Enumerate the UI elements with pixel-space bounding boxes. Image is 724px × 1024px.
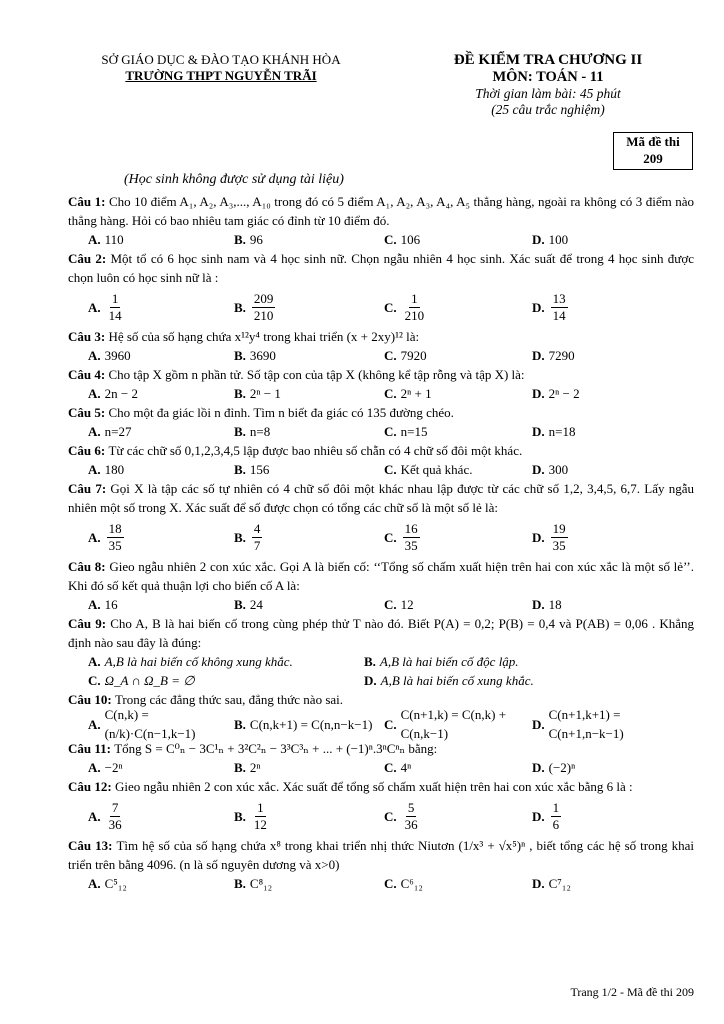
question-3 bbox=[68, 327, 694, 365]
answer-option[interactable] bbox=[68, 384, 234, 403]
option-letter: C. bbox=[384, 424, 397, 439]
option-text: 3690 bbox=[249, 348, 276, 363]
question-body: Tổng S = C⁰ₙ − 3C¹ₙ + 3²C²ₙ − 3³C³ₙ + ... + (−1)ⁿ.3ⁿCⁿₙ bằng: bbox=[114, 741, 438, 756]
answer-option[interactable] bbox=[364, 671, 660, 690]
option-text: A,B là hai biến cố không xung khắc. bbox=[104, 654, 293, 669]
numerator: 1 bbox=[552, 799, 560, 815]
option-letter: A. bbox=[88, 386, 101, 401]
question-text bbox=[68, 777, 694, 796]
option-letter: D. bbox=[532, 597, 545, 612]
question-text bbox=[68, 192, 694, 230]
denominator: 36 bbox=[404, 816, 418, 832]
question-list bbox=[68, 192, 694, 893]
answer-option[interactable] bbox=[532, 517, 682, 557]
option-text: 110 bbox=[104, 232, 124, 247]
option-letter: B. bbox=[364, 654, 376, 669]
option-letter: D. bbox=[532, 424, 545, 439]
question-text bbox=[68, 403, 694, 422]
answer-option[interactable] bbox=[532, 709, 682, 739]
answer-option[interactable] bbox=[384, 287, 532, 327]
option-text: 96 bbox=[249, 232, 263, 247]
department-name: SỞ GIÁO DỤC & ĐÀO TẠO KHÁNH HÒA bbox=[101, 52, 341, 67]
question-text bbox=[68, 614, 694, 652]
question-body: Trong các đẳng thức sau, đẳng thức nào sai. bbox=[114, 692, 344, 707]
answer-option[interactable] bbox=[234, 384, 384, 403]
question-text bbox=[68, 836, 694, 874]
option-letter: A. bbox=[88, 529, 101, 545]
option-letter: B. bbox=[234, 529, 246, 545]
option-text: 2ⁿ − 1 bbox=[249, 386, 281, 401]
option-fraction bbox=[403, 800, 420, 833]
option-text: C(n,k) = (n/k)·C(n−1,k−1) bbox=[104, 707, 196, 741]
question-text bbox=[68, 249, 694, 287]
answer-option[interactable] bbox=[234, 422, 384, 441]
answer-options bbox=[68, 517, 694, 557]
answer-option[interactable] bbox=[384, 422, 532, 441]
option-letter: C. bbox=[384, 760, 397, 775]
answer-option[interactable] bbox=[68, 595, 234, 614]
option-text: 7920 bbox=[400, 348, 427, 363]
answer-option[interactable] bbox=[532, 384, 682, 403]
answer-option[interactable] bbox=[384, 230, 532, 249]
school-name: TRƯỜNG THPT NGUYỄN TRÃI bbox=[125, 68, 317, 83]
option-text: 300 bbox=[548, 462, 569, 477]
question-11 bbox=[68, 739, 694, 777]
question-body: Tìm hệ số của số hạng chứa x⁸ trong khai triển nhị thức Niutơn (1/x³ + √x⁵)ⁿ , biết tổng các hệ số trong khai triển trên bằng 4096. (n là số nguyên dương và x>0) bbox=[68, 838, 694, 872]
answer-options bbox=[68, 230, 694, 249]
option-fraction bbox=[107, 800, 124, 833]
question-label: Câu 7: bbox=[68, 481, 111, 496]
option-text: −2ⁿ bbox=[104, 760, 123, 775]
exam-time: Thời gian làm bài: 45 phút bbox=[475, 86, 621, 101]
answer-option[interactable] bbox=[234, 230, 384, 249]
option-text: n=15 bbox=[400, 424, 428, 439]
answer-option[interactable] bbox=[384, 758, 532, 777]
option-text: 2ⁿ bbox=[249, 760, 261, 775]
option-text: C(n,k+1) = C(n,n−k−1) bbox=[249, 716, 373, 732]
option-text: C⁷₁₂ bbox=[548, 876, 571, 891]
denominator: 210 bbox=[404, 307, 425, 323]
answer-options bbox=[68, 874, 694, 893]
option-letter: D. bbox=[532, 462, 545, 477]
option-fraction bbox=[107, 521, 124, 554]
numerator: 16 bbox=[404, 520, 418, 536]
option-text: 106 bbox=[400, 232, 421, 247]
question-body: Từ các chữ số 0,1,2,3,4,5 lập được bao nhiêu số chẵn có 4 chữ số đôi một khác. bbox=[108, 443, 523, 458]
answer-option[interactable] bbox=[384, 346, 532, 365]
question-body: Gieo ngẫu nhiên 2 con xúc xắc. Xác suất để tổng số chấm xuất hiện trên hai con xúc xắc bằng 6 là : bbox=[114, 779, 633, 794]
answer-option[interactable] bbox=[68, 709, 234, 739]
option-letter: B. bbox=[234, 424, 246, 439]
option-text: n=18 bbox=[548, 424, 576, 439]
option-text: A,B là hai biến cố xung khắc. bbox=[380, 673, 534, 688]
denominator: 6 bbox=[552, 816, 560, 832]
answer-option[interactable] bbox=[234, 595, 384, 614]
denominator: 14 bbox=[108, 307, 122, 323]
denominator: 35 bbox=[552, 537, 566, 553]
option-letter: C. bbox=[384, 597, 397, 612]
option-letter: A. bbox=[88, 876, 101, 891]
answer-option[interactable] bbox=[384, 460, 532, 479]
option-letter: A. bbox=[88, 808, 101, 824]
question-label: Câu 10: bbox=[68, 692, 115, 707]
question-label: Câu 9: bbox=[68, 616, 111, 631]
answer-options bbox=[68, 595, 694, 614]
answer-option[interactable] bbox=[68, 758, 234, 777]
denominator: 7 bbox=[253, 537, 261, 553]
option-text: 100 bbox=[548, 232, 569, 247]
question-text bbox=[68, 557, 694, 595]
page-footer: Trang 1/2 - Mã đề thi 209 bbox=[570, 985, 694, 999]
answer-option[interactable] bbox=[384, 874, 532, 893]
question-text bbox=[68, 365, 694, 384]
option-text: 2ⁿ − 2 bbox=[548, 386, 580, 401]
exam-code-label: Mã đề thi bbox=[626, 134, 680, 149]
numerator: 4 bbox=[253, 520, 261, 536]
question-4 bbox=[68, 365, 694, 403]
option-letter: B. bbox=[234, 808, 246, 824]
exam-header bbox=[68, 52, 694, 192]
answer-option[interactable] bbox=[384, 709, 532, 739]
option-text: 180 bbox=[104, 462, 125, 477]
question-body: Một tổ có 6 học sinh nam và 4 học sinh nữ. Chọn ngẫu nhiên 4 học sinh. Xác suất để trong 4 học sinh được chọn luôn có học sinh nữ là : bbox=[68, 251, 694, 285]
numerator: 19 bbox=[552, 520, 566, 536]
option-letter: C. bbox=[384, 299, 397, 315]
denominator: 12 bbox=[253, 816, 267, 832]
option-letter: D. bbox=[532, 299, 545, 315]
option-letter: A. bbox=[88, 348, 101, 363]
option-letter: B. bbox=[234, 876, 246, 891]
option-letter: D. bbox=[532, 808, 545, 824]
option-text: 156 bbox=[249, 462, 270, 477]
answer-option[interactable] bbox=[68, 460, 234, 479]
option-letter: D. bbox=[364, 673, 377, 688]
answer-option[interactable] bbox=[234, 796, 384, 836]
numerator: 18 bbox=[108, 520, 122, 536]
answer-option[interactable] bbox=[68, 652, 364, 671]
option-fraction bbox=[551, 291, 568, 324]
question-body: Cho một đa giác lồi n đỉnh. Tìm n biết đa giác có 135 đường chéo. bbox=[108, 405, 454, 420]
option-text: 2n − 2 bbox=[104, 386, 138, 401]
question-5 bbox=[68, 403, 694, 441]
option-fraction bbox=[403, 521, 420, 554]
option-text: 7290 bbox=[548, 348, 575, 363]
option-letter: A. bbox=[88, 299, 101, 315]
question-body: Gieo ngẫu nhiên 2 con xúc xắc. Gọi A là biến cố: ‘‘Tổng số chấm xuất hiện trên hai con xúc xắc là một số lẻ’’. Khi đó số kết quả thuận lợi cho biến cố A là: bbox=[68, 559, 694, 593]
question-1 bbox=[68, 192, 694, 249]
answer-option[interactable] bbox=[384, 796, 532, 836]
question-2 bbox=[68, 249, 694, 327]
answer-options bbox=[68, 384, 694, 403]
option-letter: A. bbox=[88, 654, 101, 669]
question-9 bbox=[68, 614, 694, 690]
option-text: n=27 bbox=[104, 424, 132, 439]
question-label: Câu 13: bbox=[68, 838, 117, 853]
option-text: Kết quả khác. bbox=[400, 462, 473, 477]
option-text: 2ⁿ + 1 bbox=[400, 386, 432, 401]
question-count: (25 câu trắc nghiệm) bbox=[491, 102, 605, 117]
denominator: 35 bbox=[404, 537, 418, 553]
denominator: 36 bbox=[108, 816, 122, 832]
answer-option[interactable] bbox=[234, 874, 384, 893]
answer-option[interactable] bbox=[68, 422, 234, 441]
option-text: Ω_A ∩ Ω_B = ∅ bbox=[104, 673, 195, 688]
question-body: Cho tập X gồm n phần tử. Số tập con của tập X (không kể tập rỗng và tập X) là: bbox=[108, 367, 525, 382]
option-letter: B. bbox=[234, 348, 246, 363]
option-fraction bbox=[252, 291, 276, 324]
option-text: 18 bbox=[548, 597, 562, 612]
question-label: Câu 4: bbox=[68, 367, 109, 382]
answer-option[interactable] bbox=[68, 671, 364, 690]
option-text: C⁶₁₂ bbox=[400, 876, 423, 891]
option-letter: B. bbox=[234, 386, 246, 401]
option-text: 4ⁿ bbox=[400, 760, 412, 775]
option-letter: C. bbox=[384, 386, 397, 401]
numerator: 1 bbox=[257, 799, 264, 815]
answer-options bbox=[68, 758, 694, 777]
option-fraction bbox=[252, 521, 263, 554]
numerator: 13 bbox=[552, 290, 566, 306]
exam-code-value: 209 bbox=[643, 151, 663, 166]
question-body: Hệ số của số hạng chứa x¹²y⁴ trong khai triển (x + 2xy)¹² là: bbox=[108, 329, 420, 344]
question-label: Câu 5: bbox=[68, 405, 109, 420]
option-text: A,B là hai biến cố độc lập. bbox=[379, 654, 519, 669]
option-text: (−2)ⁿ bbox=[548, 760, 576, 775]
question-6 bbox=[68, 441, 694, 479]
question-label: Câu 11: bbox=[68, 741, 115, 756]
question-12 bbox=[68, 777, 694, 836]
answer-option[interactable] bbox=[532, 287, 682, 327]
option-text: 16 bbox=[104, 597, 118, 612]
option-text: 24 bbox=[249, 597, 263, 612]
option-letter: A. bbox=[88, 597, 101, 612]
question-13 bbox=[68, 836, 694, 893]
option-text: C(n+1,k) = C(n,k) + C(n,k−1) bbox=[400, 707, 507, 741]
question-text bbox=[68, 327, 694, 346]
answer-options bbox=[68, 652, 694, 671]
answer-option[interactable] bbox=[68, 230, 234, 249]
numerator: 1 bbox=[411, 290, 418, 306]
option-letter: B. bbox=[234, 760, 246, 775]
exam-subject: MÔN: TOÁN - 11 bbox=[492, 69, 604, 85]
answer-option[interactable] bbox=[384, 384, 532, 403]
option-letter: A. bbox=[88, 232, 101, 247]
answer-option[interactable] bbox=[68, 517, 234, 557]
answer-option[interactable] bbox=[234, 287, 384, 327]
question-body: Cho A, B là hai biến cố trong cùng phép thử T nào đó. Biết P(A) = 0,2; P(B) = 0,4 và P(AB) = 0,06 . Khẳng định nào sau đây là đúng: bbox=[68, 616, 694, 650]
question-label: Câu 12: bbox=[68, 779, 115, 794]
answer-option[interactable] bbox=[532, 595, 682, 614]
answer-option[interactable] bbox=[364, 652, 660, 671]
answer-option[interactable] bbox=[532, 796, 682, 836]
option-letter: C. bbox=[384, 348, 397, 363]
question-body: Gọi X là tập các số tự nhiên có 4 chữ số đôi một khác nhau lập được từ các chữ số 1,2, 3,4,5, 6,7. Lấy ngẫu nhiên một số trong X. Xác suất để số được chọn có tổng các chữ số là một số lẻ là: bbox=[68, 481, 694, 515]
numerator: 7 bbox=[111, 799, 119, 815]
option-text: n=8 bbox=[249, 424, 271, 439]
option-letter: A. bbox=[88, 716, 101, 732]
answer-options bbox=[68, 796, 694, 836]
option-text: C⁸₁₂ bbox=[249, 876, 273, 891]
option-letter: C. bbox=[384, 462, 397, 477]
question-label: Câu 1: bbox=[68, 194, 109, 209]
option-fraction bbox=[551, 800, 562, 833]
question-8 bbox=[68, 557, 694, 614]
answer-option[interactable] bbox=[234, 758, 384, 777]
option-fraction bbox=[551, 521, 568, 554]
answer-option[interactable] bbox=[68, 796, 234, 836]
denominator: 14 bbox=[552, 307, 566, 323]
option-text: 12 bbox=[400, 597, 414, 612]
answer-option[interactable] bbox=[234, 709, 384, 739]
question-7 bbox=[68, 479, 694, 557]
option-fraction bbox=[107, 291, 124, 324]
option-text: 3960 bbox=[104, 348, 131, 363]
numerator: 5 bbox=[407, 799, 415, 815]
question-label: Câu 8: bbox=[68, 559, 110, 574]
option-letter: D. bbox=[532, 716, 545, 732]
answer-option[interactable] bbox=[68, 874, 234, 893]
header-left bbox=[76, 52, 366, 84]
option-letter: D. bbox=[532, 232, 545, 247]
answer-option[interactable] bbox=[234, 517, 384, 557]
question-label: Câu 6: bbox=[68, 443, 109, 458]
answer-option[interactable] bbox=[68, 287, 234, 327]
answer-option[interactable] bbox=[532, 874, 682, 893]
option-letter: A. bbox=[88, 424, 101, 439]
option-letter: D. bbox=[532, 760, 545, 775]
answer-options bbox=[68, 422, 694, 441]
option-letter: D. bbox=[532, 529, 545, 545]
question-10 bbox=[68, 690, 694, 739]
answer-option[interactable] bbox=[532, 230, 682, 249]
option-letter: B. bbox=[234, 462, 246, 477]
option-letter: B. bbox=[234, 299, 246, 315]
numerator: 209 bbox=[253, 290, 274, 306]
denominator: 35 bbox=[108, 537, 122, 553]
answer-option[interactable] bbox=[68, 346, 234, 365]
answer-options bbox=[68, 671, 694, 690]
question-text bbox=[68, 479, 694, 517]
option-letter: A. bbox=[88, 462, 101, 477]
option-letter: C. bbox=[384, 529, 397, 545]
answer-options bbox=[68, 460, 694, 479]
answer-option[interactable] bbox=[532, 346, 682, 365]
exam-code-box bbox=[613, 132, 693, 170]
option-letter: D. bbox=[532, 386, 545, 401]
answer-option[interactable] bbox=[384, 595, 532, 614]
header-right bbox=[398, 52, 698, 118]
option-letter: C. bbox=[384, 716, 397, 732]
answer-option[interactable] bbox=[532, 422, 682, 441]
exam-note: (Học sinh không được sử dụng tài liệu) bbox=[124, 172, 344, 187]
answer-option[interactable] bbox=[234, 346, 384, 365]
exam-title: ĐỀ KIỂM TRA CHƯƠNG II bbox=[453, 52, 643, 68]
question-text bbox=[68, 441, 694, 460]
option-text: C(n+1,k+1) = C(n+1,n−k−1) bbox=[548, 707, 624, 741]
answer-option[interactable] bbox=[532, 460, 682, 479]
answer-option[interactable] bbox=[384, 517, 532, 557]
option-letter: B. bbox=[234, 232, 246, 247]
option-fraction bbox=[403, 291, 427, 324]
option-letter: C. bbox=[384, 876, 397, 891]
option-letter: A. bbox=[88, 760, 101, 775]
answer-option[interactable] bbox=[234, 460, 384, 479]
option-letter: C. bbox=[88, 673, 101, 688]
option-text: C⁵₁₂ bbox=[104, 876, 127, 891]
question-label: Câu 3: bbox=[68, 329, 109, 344]
denominator: 210 bbox=[253, 307, 274, 323]
answer-options bbox=[68, 709, 694, 739]
answer-option[interactable] bbox=[532, 758, 682, 777]
option-letter: D. bbox=[532, 348, 545, 363]
option-letter: D. bbox=[532, 876, 545, 891]
answer-options bbox=[68, 287, 694, 327]
option-letter: B. bbox=[234, 716, 246, 732]
option-letter: C. bbox=[384, 808, 397, 824]
answer-options bbox=[68, 346, 694, 365]
question-body: Cho 10 điểm A₁, A₂, A₃,..., A₁₀ trong đó có 5 điểm A₁, A₂, A₃, A₄, A₅ thẳng hàng, ngoài ra không có 3 điểm nào thẳng hàng. Hỏi có bao nhiêu tam giác có đỉnh từ 10 điểm đó. bbox=[68, 194, 694, 228]
question-label: Câu 2: bbox=[68, 251, 111, 266]
option-letter: C. bbox=[384, 232, 397, 247]
option-fraction bbox=[252, 800, 269, 833]
numerator: 1 bbox=[111, 290, 119, 306]
option-letter: B. bbox=[234, 597, 246, 612]
